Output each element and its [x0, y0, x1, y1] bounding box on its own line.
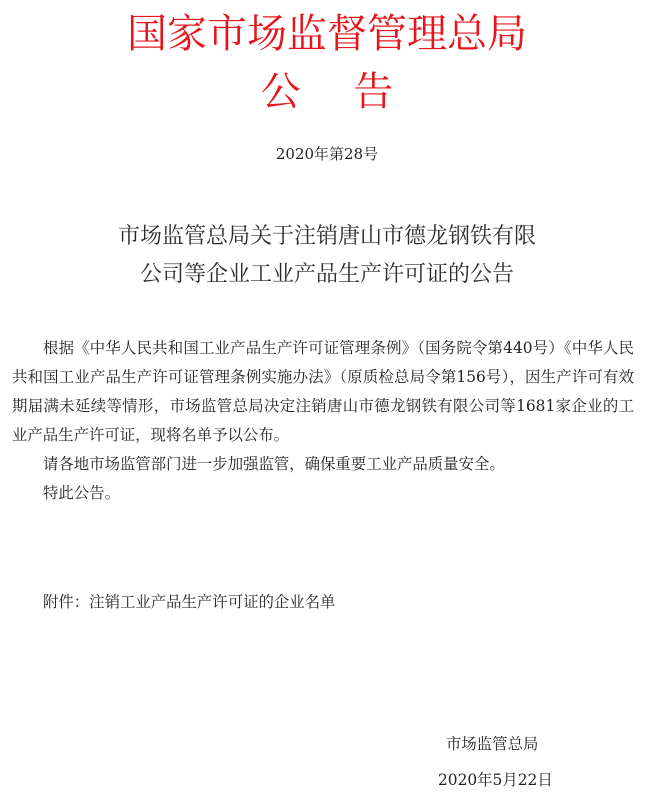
- signer-name: 市场监管总局: [446, 735, 539, 753]
- body-paragraph-1: 根据《中华人民共和国工业产品生产许可证管理条例》（国务院令第440号）《中华人民共和国工业产品生产许可证管理条例实施办法》（原质检总局令第156号），因生产许可有效期届满未延续等情形，市场监管总局决定注销唐山市德龙钢铁有限公司等1681家企业的工业产品生产许可证，现将名单予以公布。: [12, 339, 634, 444]
- announcement-body: [12, 334, 634, 508]
- body-paragraph-2: 请各地市场监管部门进一步加强监管，确保重要工业产品质量安全。: [43, 455, 505, 473]
- title-line-2: 公司等企业工业产品生产许可证的公告: [139, 262, 514, 287]
- body-paragraph-3: 特此公告。: [43, 484, 120, 502]
- issuer-heading: 国家市场监督管理总局: [127, 11, 527, 57]
- title-line-1: 市场监管总局关于注销唐山市德龙钢铁有限: [117, 224, 536, 249]
- attachment-link[interactable]: 附件：注销工业产品生产许可证的企业名单: [43, 593, 336, 611]
- announcement-title: [60, 218, 594, 294]
- notice-label: 公 告: [260, 69, 394, 115]
- signature-date: 2020年5月22日: [438, 771, 553, 789]
- document-number: 2020年第28号: [275, 145, 379, 163]
